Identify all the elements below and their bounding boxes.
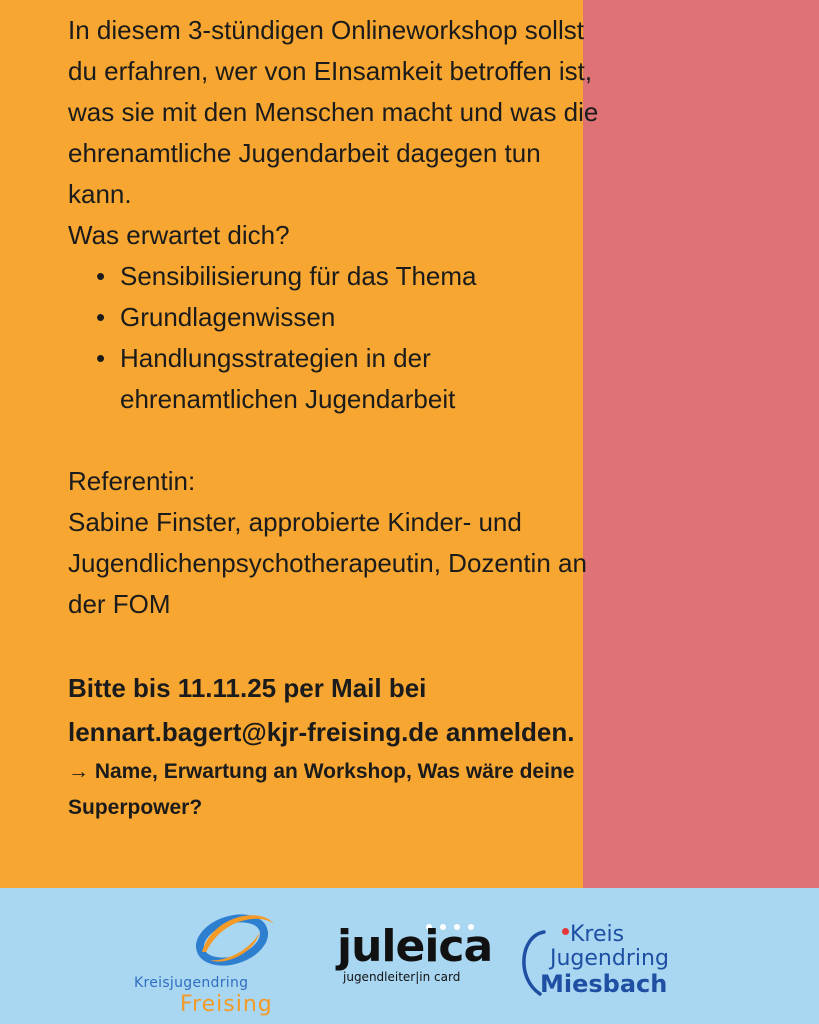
orbit-swoosh-icon <box>190 906 280 972</box>
registration-note: → Name, Erwartung an Workshop, Was wäre deine <box>68 760 575 783</box>
registration-line: Bitte bis 11.11.25 per Mail bei <box>68 673 427 703</box>
intro-line: was sie mit den Menschen macht und was die <box>68 97 599 127</box>
spacer <box>68 420 768 461</box>
red-dot-icon <box>562 928 569 935</box>
expect-item: • Handlungsstrategien in der <box>68 338 768 379</box>
kjr-freising-line2: Freising <box>180 992 273 1017</box>
kjr-miesbach-line1: Kreis <box>570 922 625 947</box>
juleica-subline: jugendleiter|in card <box>343 970 461 984</box>
expect-list <box>68 256 768 379</box>
intro-line: In diesem 3-stündigen Onlineworkshop sollst <box>68 15 584 45</box>
kjr-miesbach-line3: Miesbach <box>540 970 668 998</box>
expect-item: • Sensibilisierung für das Thema <box>68 256 768 297</box>
registration-note: Superpower? <box>68 796 203 819</box>
expect-item: • Grundlagenwissen <box>68 297 768 338</box>
kjr-miesbach-logo <box>512 920 702 1010</box>
juleica-logo <box>335 920 493 990</box>
kjr-miesbach-line2: Jugendring <box>550 946 669 971</box>
expect-item-continuation: ehrenamtlichen Jugendarbeit <box>120 384 456 414</box>
kjr-freising-line1: Kreisjugendring <box>134 975 249 991</box>
expect-heading: Was erwartet dich? <box>68 220 290 250</box>
intro-line: du erfahren, wer von EInsamkeit betroffen ist, <box>68 56 593 86</box>
speaker-heading: Referentin: <box>68 466 196 496</box>
juleica-wordmark: juleica <box>337 921 493 972</box>
intro-line: kann. <box>68 179 132 209</box>
speaker-line: Sabine Finster, approbierte Kinder- und <box>68 507 522 537</box>
spacer <box>68 625 768 666</box>
speaker-line: Jugendlichenpsychotherapeutin, Dozentin an <box>68 548 587 578</box>
speaker-line: der FOM <box>68 589 171 619</box>
kjr-freising-logo <box>128 900 298 1020</box>
registration-email-line: lennart.bagert@kjr-freising.de anmelden. <box>68 717 575 747</box>
flyer-content <box>68 10 768 826</box>
intro-line: ehrenamtliche Jugendarbeit dagegen tun <box>68 138 541 168</box>
